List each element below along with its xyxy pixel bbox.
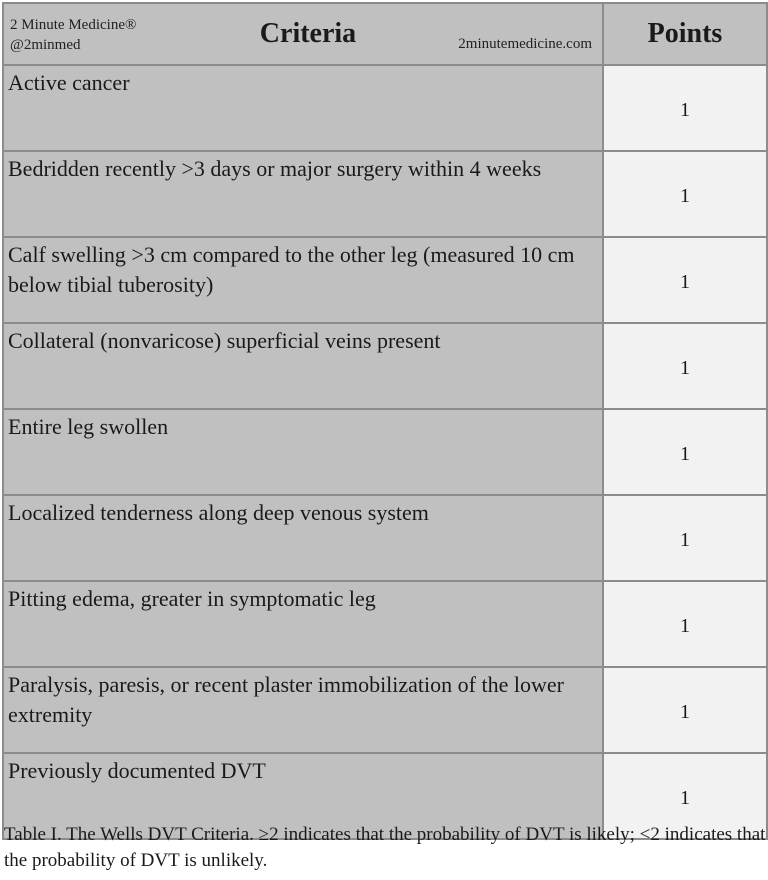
table-row (3, 409, 767, 495)
criterion-cell: Collateral (nonvaricose) superficial veins present (3, 323, 603, 409)
criterion-cell: Paralysis, paresis, or recent plaster immobilization of the lower extremity (3, 667, 603, 753)
criterion-cell: Calf swelling >3 cm compared to the other leg (measured 10 cm below tibial tuberosity) (3, 237, 603, 323)
points-cell: 1 (603, 581, 767, 667)
table-caption: Table I. The Wells DVT Criteria. ≥2 indicates that the probability of DVT is likely; <2 indicates that the probability of DVT is unlikely. (4, 824, 766, 871)
wells-dvt-table (2, 2, 768, 840)
table-row (3, 581, 767, 667)
table-row (3, 151, 767, 237)
points-cell: 1 (603, 323, 767, 409)
criterion-cell: Entire leg swollen (3, 409, 603, 495)
criterion-cell: Previously documented DVT (3, 753, 603, 839)
table-row (3, 323, 767, 409)
points-cell: 1 (603, 753, 767, 839)
criteria-header-cell (3, 3, 603, 65)
website-label: 2minutemedicine.com (458, 36, 592, 52)
table-row (3, 237, 767, 323)
points-cell: 1 (603, 65, 767, 151)
criterion-cell: Bedridden recently >3 days or major surgery within 4 weeks (3, 151, 603, 237)
points-column-title: Points (603, 3, 767, 65)
criterion-cell: Localized tenderness along deep venous system (3, 495, 603, 581)
criterion-cell: Active cancer (3, 65, 603, 151)
brand-handle: @2minmed (10, 37, 81, 53)
criteria-column-title: Criteria (259, 18, 357, 49)
points-cell: 1 (603, 667, 767, 753)
table-row (3, 495, 767, 581)
points-cell: 1 (603, 409, 767, 495)
points-cell: 1 (603, 495, 767, 581)
table-row (3, 667, 767, 753)
criterion-cell: Pitting edema, greater in symptomatic leg (3, 581, 603, 667)
points-cell: 1 (603, 151, 767, 237)
brand-name: 2 Minute Medicine® (10, 17, 137, 33)
header-row (3, 3, 767, 65)
points-cell: 1 (603, 237, 767, 323)
table-row (3, 65, 767, 151)
